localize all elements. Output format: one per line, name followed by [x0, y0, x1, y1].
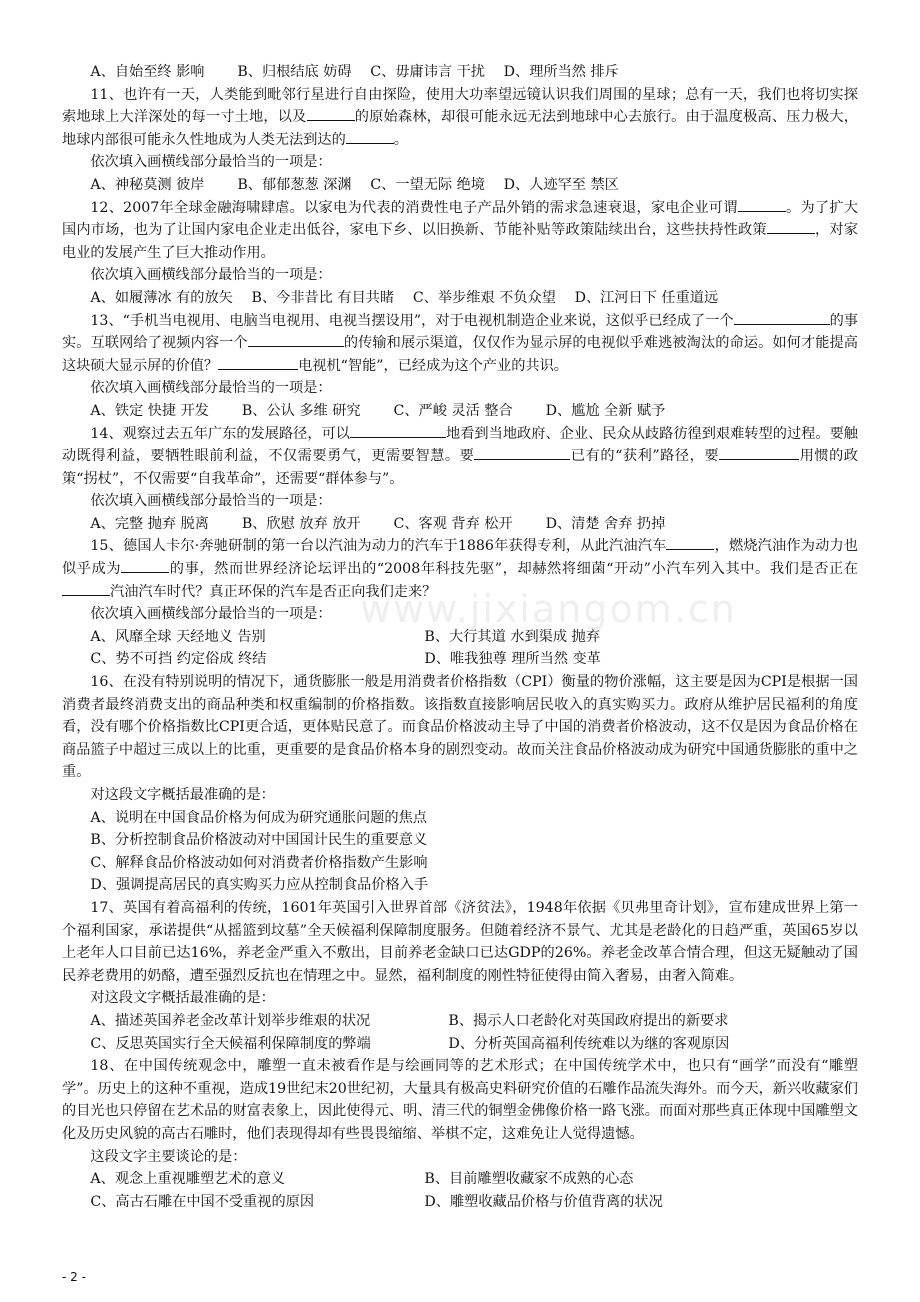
q17-option-d: D、分析英国高福利传统难以为继的客观原因 — [448, 1035, 730, 1052]
q13-stem: 13、“手机当电视用、电脑当电视用、电视当摆设用”，对于电视机制造企业来说，这似乎已经成了一个 的事实。互联网给了视频内容一个 的传输和展示渠道，仅仅作为显示屏的电视似乎难逃被淘汰的命运。如何才能提高这块硕大显示屏的价值？ 电视机“智能”，已经成为这个产业的共识。 — [62, 310, 858, 378]
q16-option-a: A、说明在中国食品价格为何成为研究通胀问题的焦点 — [90, 809, 427, 826]
q16-option-d: D、强调提高居民的真实购买力应从控制食品价格入手 — [90, 877, 429, 894]
answer-blank — [719, 445, 799, 460]
q12-stem: 12、2007年全球金融海啸肆虐。以家电为代表的消费性电子产品外销的需求急速衰退，家电企业可谓 。为了扩大国内市场，也为了让国内家电企业走出低谷，家电下乡、以旧换新、节能补贴等政策陆续出台，这些扶持性政策 ，对家电业的发展产生了巨大推动作用。 — [62, 197, 858, 265]
q11-stem: 11、也许有一天，人类能到毗邻行星进行自由探险，使用大功率望远镜认识我们周围的星球；总有一天，我们也将切实探索地球上大洋深处的每一寸土地，以及 的原始森林，却很可能永远无法到地球中心去旅行。由于温度极高、压力极大，地球内部很可能永久性地成为人类无法到达的 。 — [62, 86, 858, 148]
answer-blank — [474, 445, 570, 460]
q15-option-a: A、风靡全球 天经地义 告别 — [90, 628, 266, 645]
q15-stem: 15、德国人卡尔·奔驰研制的第一台以汽油为动力的汽车于1886年获得专利，从此汽油汽车 ，燃烧汽油作为动力也似乎成为 的事，然而世界经济论坛评出的“2008年科技先驱”，却赫然将细菌“开动”小汽车列入其中。我们是否正在汽油汽车时代？真正环保的汽车是否正向我们走来？ — [62, 535, 858, 603]
q15-prompt: 依次填入画横线部分最恰当的一项是： — [90, 606, 332, 623]
q17-options-row-1 — [90, 1010, 858, 1033]
q16-stem: 16、在没有特别说明的情况下，通货膨胀一般是用消费者价格指数（CPI）衡量的物价涨幅，这主要是因为CPI是根据一国消费者最终消费支出的商品种类和权重编制的价格指数。该指数直接影响居民收入的真实购买力。政府从维护居民福利的角度看，没有哪个价格指数比CPI更合适，更体贴民意了。而食品价格波动主导了中国的消费者价格波动，这不仅是因为食品价格在商品篮子中超过三成以上的比重，更重要的是食品价格本身的剧烈变动。故而关注食品价格波动成为研究中国通货膨胀的重中之重。 — [62, 674, 858, 781]
answer-blank — [218, 355, 298, 370]
answer-blank — [734, 310, 830, 325]
answer-blank — [121, 558, 169, 573]
answer-blank — [346, 129, 394, 144]
q15-option-d: D、唯我独尊 理所当然 变革 — [424, 651, 601, 668]
q18-prompt: 这段文字主要谈论的是： — [90, 1148, 247, 1165]
q18-stem: 18、在中国传统观念中，雕塑一直未被看作是与绘画同等的艺术形式；在中国传统学术中，也只有“画学”而没有“雕塑学”。历史上的这种不重视，造成19世纪末20世纪初，大量具有极高史料研究价值的石雕作品流失海外。而今天，新兴收藏家们的目光也只停留在艺术品的财富表象上，因此使得元、明、清三代的铜塑金佛像价格一路飞涨。而面对那些真正体现中国雕塑文化及历史风貌的高古石雕时，他们表现得却有些畏畏缩缩、举棋不定，这难免让人觉得遗憾。 — [62, 1058, 858, 1142]
q13-options: A、铁定 快捷 开发 B、公认 多维 研究 C、严峻 灵活 整合 D、尴尬 全新 赋予 — [90, 402, 666, 419]
q17-option-a: A、描述英国养老金改革计划举步维艰的状况 — [90, 1012, 371, 1029]
answer-blank — [666, 535, 714, 550]
watermark: www.jixiangom.cn — [360, 587, 737, 631]
answer-blank — [248, 332, 344, 347]
q14-prompt: 依次填入画横线部分最恰当的一项是： — [90, 493, 332, 510]
q14-options: A、完整 抛弃 脱离 B、欣慰 放弃 放开 C、客观 背弃 松开 D、清楚 舍弃 扔掉 — [90, 515, 666, 532]
q11-options: A、神秘莫测 彼岸 B、郁郁葱葱 深渊 C、一望无际 绝境 D、人迹罕至 禁区 — [90, 176, 619, 193]
answer-blank — [350, 423, 446, 438]
q18-option-d: D、雕塑收藏品价格与价值背离的状况 — [424, 1193, 663, 1210]
q18-options-row-2 — [90, 1191, 858, 1214]
q10-options: A、自始至终 影响 B、归根结底 妨碍 C、毋庸讳言 干扰 D、理所当然 排斥 — [90, 64, 619, 80]
answer-blank — [62, 581, 110, 596]
q17-stem: 17、英国有着高福利的传统，1601年英国引入世界首部《济贫法》，1948年依据《贝弗里奇计划》，宣布建成世界上第一个福利国家，承诺提供“从摇篮到坟墓”全天候福利保障制度服务。但随着经济不景气、尤其是老龄化的日趋严重，英国65岁以上老年人口目前已达16%，养老金严重入不敷出，目前养老金缺口已达GDP的26%。养老金改革合情合理，但这无疑触动了国民养老费用的奶酪，遭至强烈反抗也在情理之中。显然，福利制度的刚性特征使得由简入奢易，由奢入简难。 — [62, 899, 858, 984]
answer-blank — [738, 197, 786, 212]
q16-option-c: C、解释食品价格波动如何对消费者价格指数产生影响 — [90, 854, 428, 871]
answer-blank — [767, 219, 815, 234]
q17-option-c: C、反思英国实行全天候福利保障制度的弊端 — [90, 1035, 371, 1052]
exam-page — [62, 61, 858, 1213]
q16-option-b: B、分析控制食品价格波动对中国国计民生的重要意义 — [90, 832, 428, 849]
q12-prompt: 依次填入画横线部分最恰当的一项是： — [90, 267, 332, 284]
answer-blank — [307, 106, 355, 121]
q15-option-b: B、大行其道 水到渠成 抛弃 — [424, 628, 600, 645]
q17-options-row-2 — [90, 1033, 858, 1056]
q16-prompt: 对这段文字概括最准确的是： — [90, 787, 275, 803]
q11-prompt: 依次填入画横线部分最恰当的一项是： — [90, 154, 332, 171]
q18-option-a: A、观念上重视雕塑艺术的意义 — [90, 1171, 286, 1188]
q12-options: A、如履薄冰 有的放矢 B、今非昔比 有目共睹 C、举步维艰 不负众望 D、江河日下 任重道远 — [90, 289, 719, 306]
q17-option-b: B、揭示人口老龄化对英国政府提出的新要求 — [448, 1012, 729, 1029]
page-number: - 2 - — [62, 1270, 86, 1284]
q14-stem: 14、观察过去五年广东的发展路径，可以 地看到当地政府、企业、民众从歧路彷徨到艰难转型的过程。要触动既得利益，要牺牲眼前利益，不仅需要勇气，更需要智慧。要 已有的“获利”路径，要 用惯的政策“拐杖”，不仅需要“自我革命”，还需要“群体参与”。 — [62, 423, 858, 491]
q17-prompt: 对这段文字概括最准确的是： — [90, 990, 275, 1007]
q18-option-c: C、高古石雕在中国不受重视的原因 — [90, 1193, 315, 1210]
q18-option-b: B、目前雕塑收藏家不成熟的心态 — [424, 1171, 634, 1188]
q18-options-row-1 — [90, 1168, 858, 1191]
q13-prompt: 依次填入画横线部分最恰当的一项是： — [90, 380, 332, 397]
q15-option-c: C、势不可挡 约定俗成 终结 — [90, 651, 267, 668]
q15-options-row-2 — [90, 648, 858, 671]
